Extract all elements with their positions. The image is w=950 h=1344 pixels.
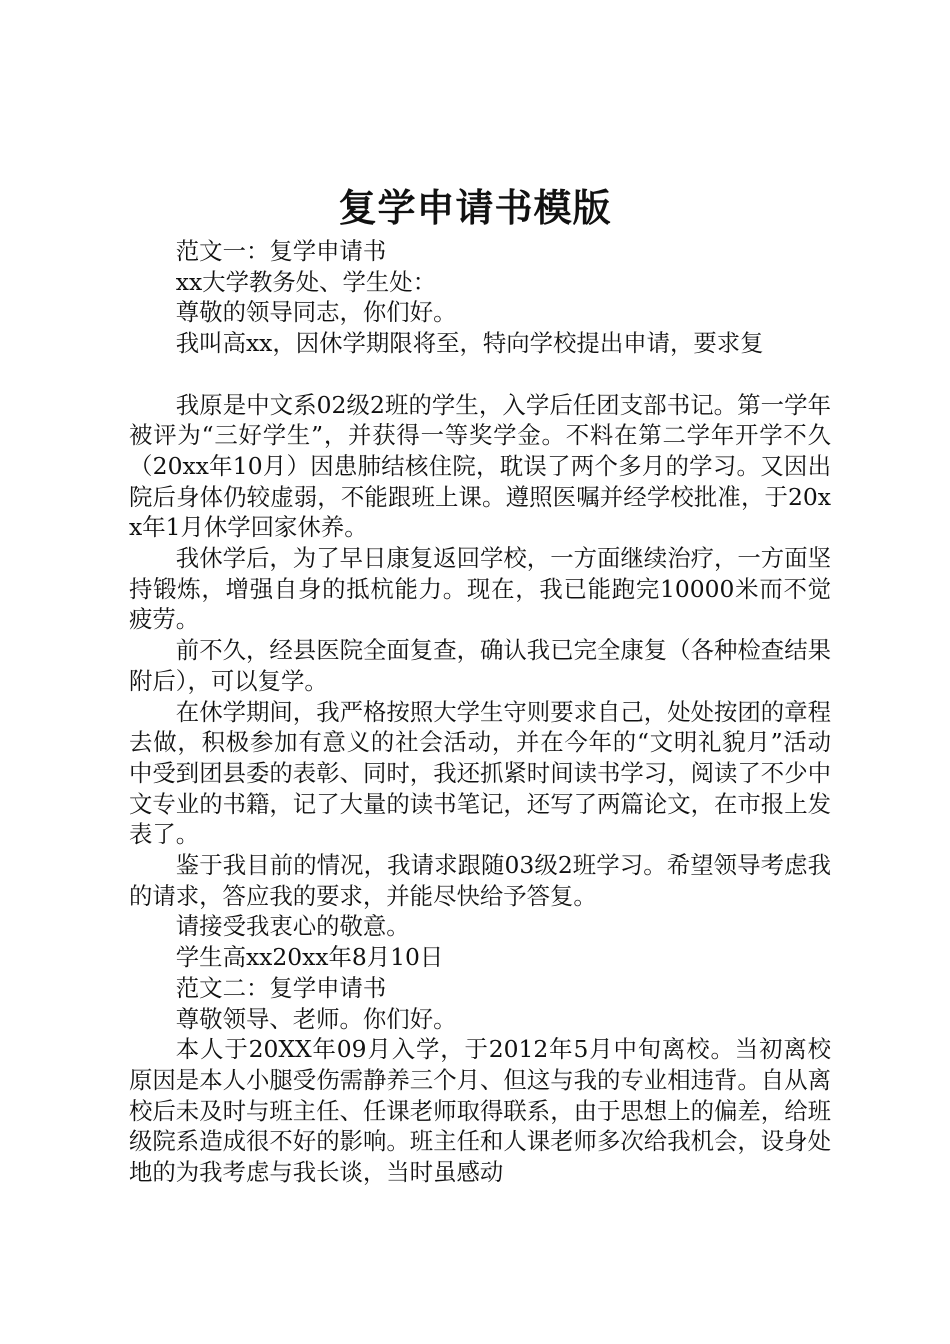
paragraph-background: 我原是中文系02级2班的学生，入学后任团支部书记。第一学年被评为“三好学生”，并获得一等奖学金。不料在第二学年开学不久（20xx年10月）因患肺结核住院，耽误了两个多月的学习。又因出院后身体仍较虚弱，不能跟班上课。遵照医嘱并经学校批准，于20xx年1月休学回家休养。 — [129, 390, 831, 542]
paragraph-conduct: 在休学期间，我严格按照大学生守则要求自己，处处按团的章程去做，积极参加有意义的社会活动，并在今年的“文明礼貌月”活动中受到团县委的表彰、同时，我还抓紧时间读书学习，阅读了不少中文专业的书籍，记了大量的读书笔记，还写了两篇论文，在市报上发表了。 — [129, 697, 831, 849]
paragraph-sample-two-body: 本人于20XX年09月入学，于2012年5月中旬离校。当初离校原因是本人小腿受伤需静养三个月、但这与我的专业相违背。自从离校后未及时与班主任、任课老师取得联系，由于思想上的偏差，给班级院系造成很不好的影响。班主任和人课老师多次给我机会，设身处地的为我考虑与我长谈，当时虽感动 — [129, 1035, 831, 1187]
paragraph-medical-check: 前不久，经县医院全面复查，确认我已完全康复（各种检查结果附后），可以复学。 — [129, 636, 831, 695]
paragraph-request: 鉴于我目前的情况，我请求跟随03级2班学习。希望领导考虑我的请求，答应我的要求，并能尽快给予答复。 — [129, 851, 831, 910]
document-body — [129, 236, 831, 1188]
paragraph-regards: 请接受我衷心的敬意。 — [175, 912, 410, 941]
paragraph-signature: 学生高xx20xx年8月10日 — [175, 943, 444, 972]
paragraph-greeting-two: 尊敬领导、老师。你们好。 — [175, 1004, 457, 1033]
paragraph-sample-one-heading: 范文一：复学申请书 — [175, 237, 387, 265]
paragraph-intro: 我叫高xx，因休学期限将至，特向学校提出申请，要求复 — [175, 329, 764, 358]
paragraph-recipient: xx大学教务处、学生处： — [175, 267, 437, 296]
paragraph-greeting: 尊敬的领导同志，你们好。 — [175, 298, 457, 327]
paragraph-sample-two-heading: 范文二：复学申请书 — [175, 973, 387, 1002]
paragraph-recovery: 我休学后，为了早日康复返回学校，一方面继续治疗，一方面坚持锻炼，增强自身的抵杭能力。现在，我已能跑完10000米而不觉疲劳。 — [129, 544, 831, 634]
document-title: 复学申请书模版 — [338, 186, 612, 230]
